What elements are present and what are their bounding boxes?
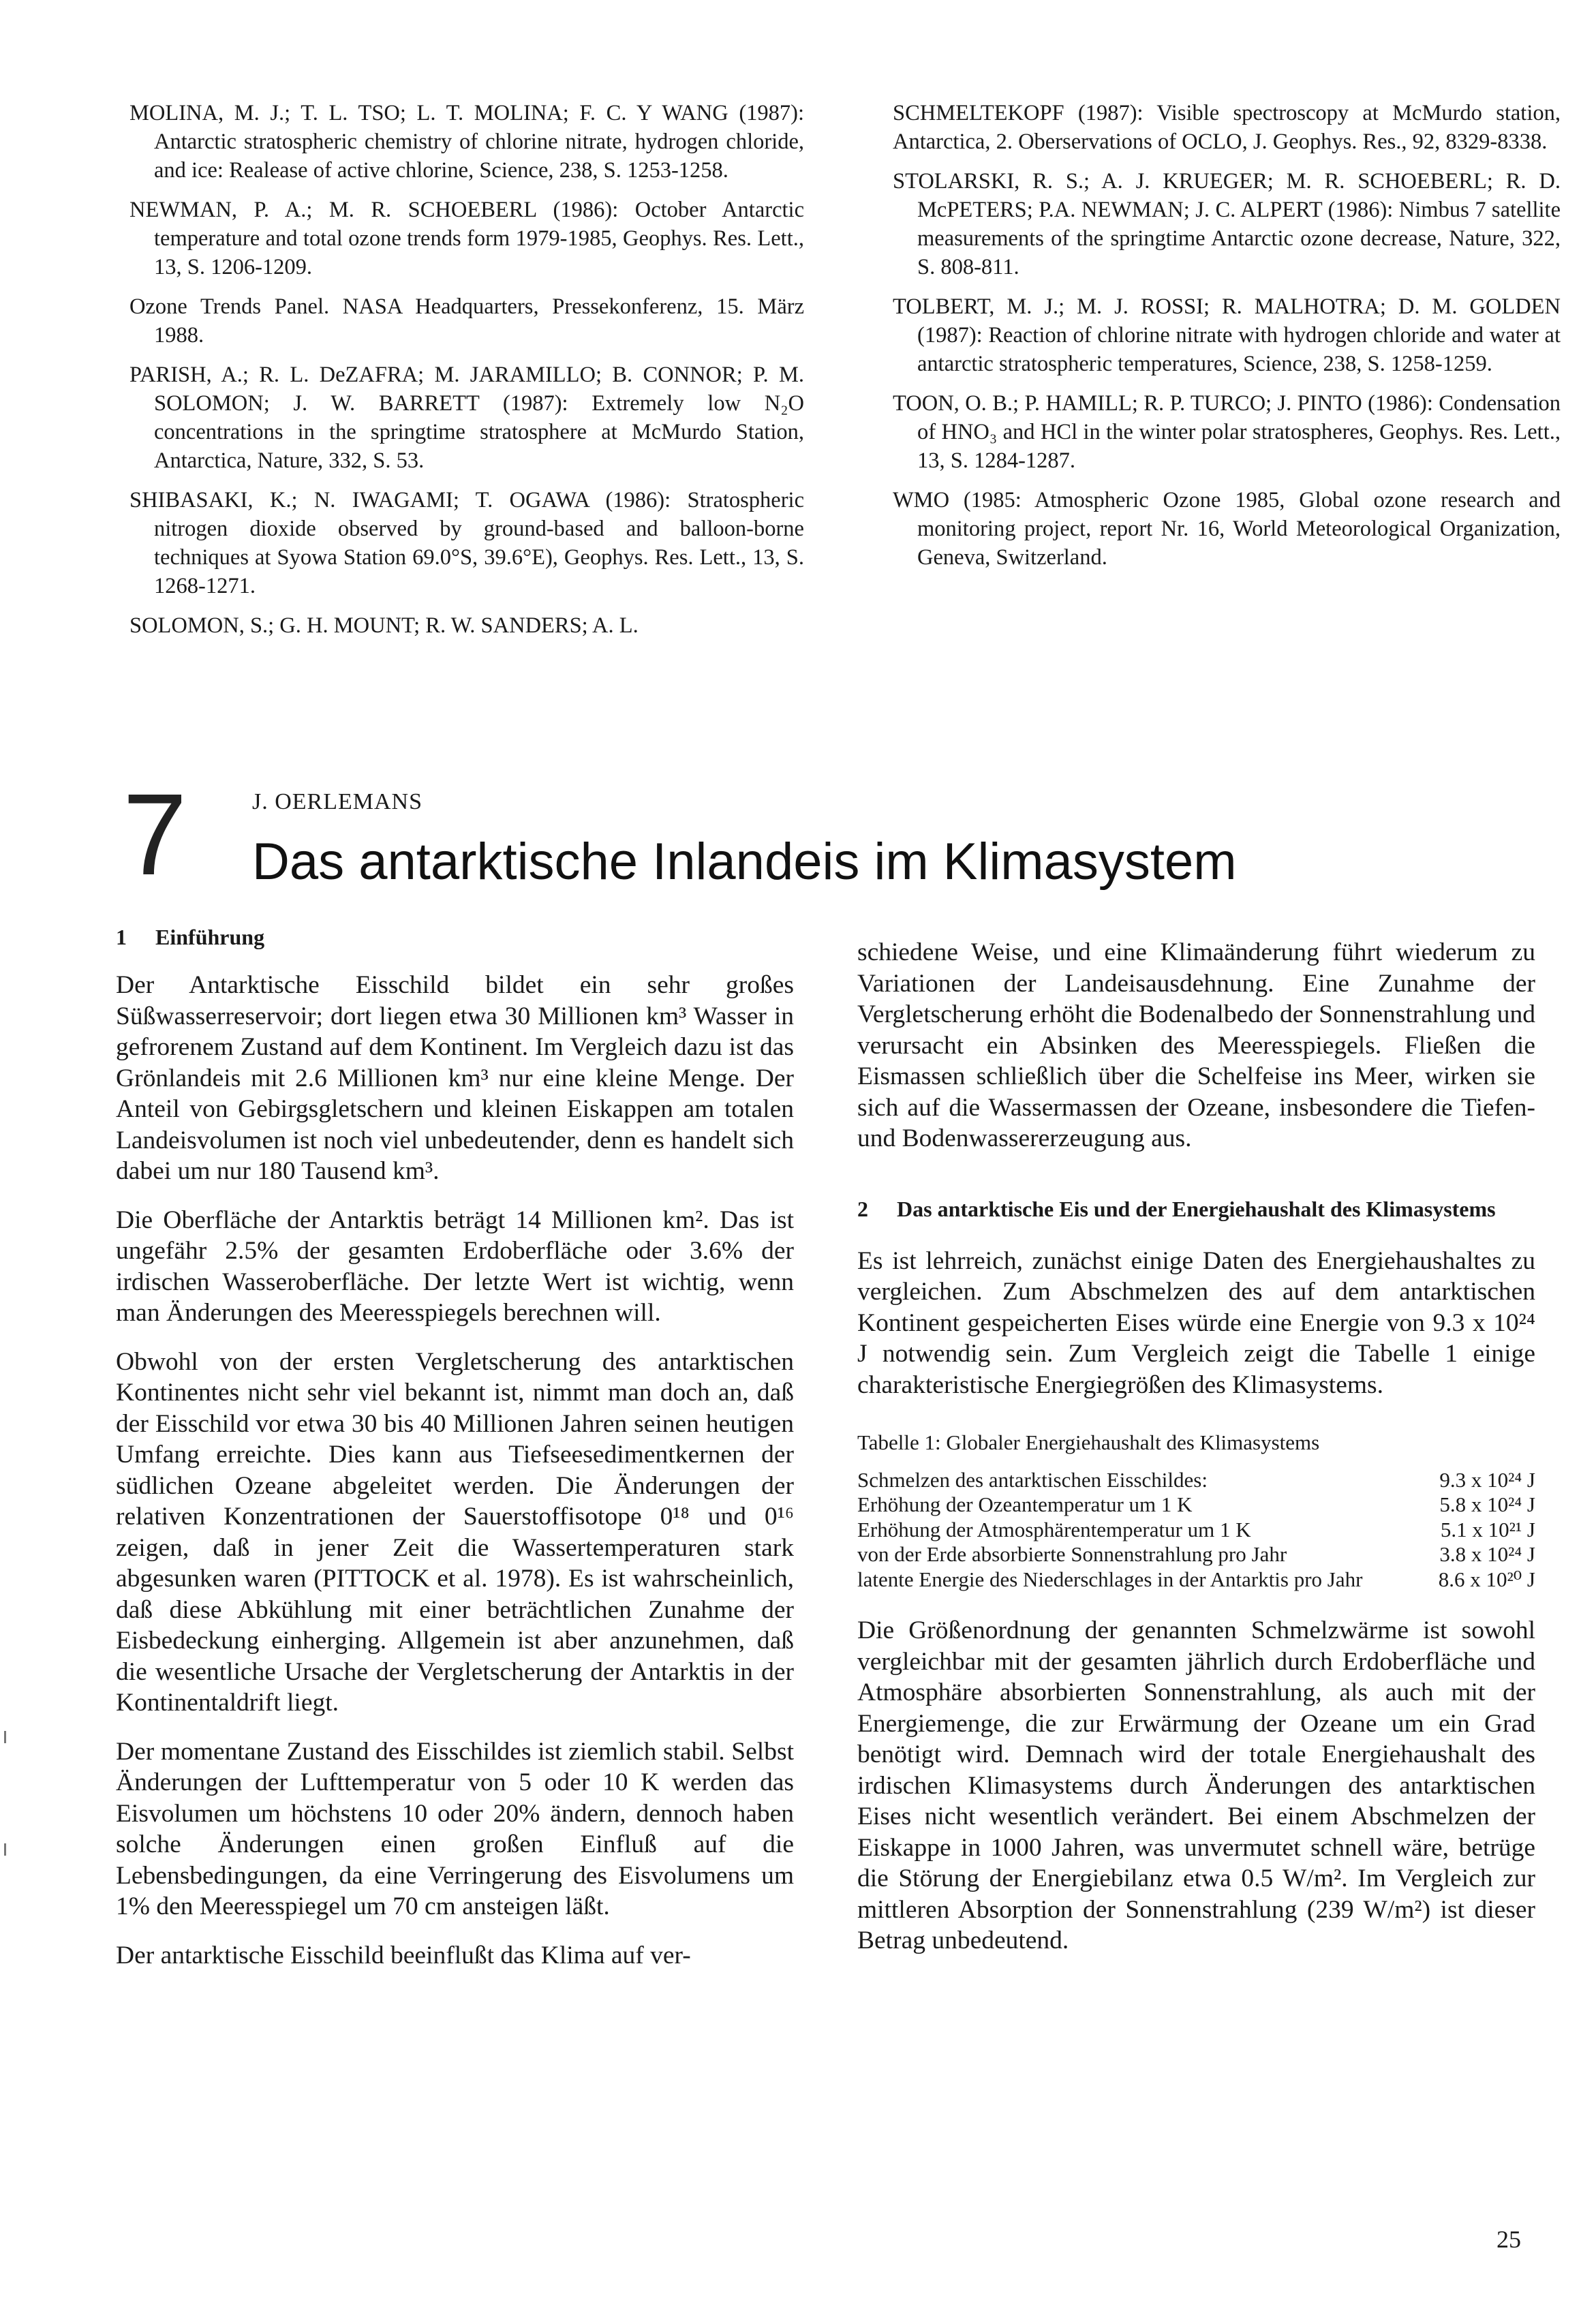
reference-entry: STOLARSKI, R. S.; A. J. KRUEGER; M. R. SCHOEBERL; R. D. McPETERS; P.A. NEWMAN; J. C. ALPERT (1986): Nimbus 7 satellite measurements of the springtime Antarctic ozone decrease, Nature, 322, S. 808-811.: [893, 169, 1561, 279]
scan-margin-mark: [4, 1731, 6, 1743]
table-caption: Tabelle 1: Globaler Energiehaushalt des Klimasystems: [857, 1430, 1320, 1454]
paragraph-text: schiedene Weise, und eine Klimaänderung führt wiederum zu Variationen der Landeisausdehnung. Eine Zunahme der Vergletscherung erhöht die Bodenalbedo der Sonnenstrahlung und verursacht ein Absinken des Meeresspiegels. Fließen die Eismassen schließlich über die Schelfeise ins Meer, wirken sie sich auf die Wassermassen der Ozeane, insbesondere die Tiefen- und Bodenwassererzeugung aus.: [857, 938, 1535, 1152]
section-number: 1: [116, 925, 127, 949]
paragraph: [857, 937, 1535, 1154]
table-row: [857, 1542, 1535, 1567]
paragraph: Der momentane Zustand des Eisschildes ist ziemlich stabil. Selbst Änderungen der Lufttemperatur von 5 oder 10 K werden das Eisvolumen um höchstens 10 oder 20% ändern, dennoch haben solche Änderungen einen großen Einfluß auf die Lebensbedingungen, da eine Verringerung des Eisvolumens um 1% den Meeresspiegel um 70 cm ansteigen läßt.: [116, 1737, 794, 1920]
table-row: [857, 1567, 1535, 1593]
scan-margin-mark: [4, 1843, 6, 1856]
paragraph: [116, 1940, 794, 1971]
section-title: Das antarktische Eis und der Energiehaushalt des Klimasystems: [897, 1196, 1496, 1221]
table-cell-label: Erhöhung der Atmosphärentemperatur um 1 K: [857, 1517, 1251, 1541]
table-row: [857, 1468, 1535, 1493]
table-row: [857, 1518, 1535, 1543]
page-number: 25: [1497, 2226, 1521, 2253]
paragraph: Die Oberfläche der Antarktis beträgt 14 Millionen km². Das ist ungefähr 2.5% der gesamten Erdoberfläche oder 3.6% der irdischen Wasseroberfläche. Der letzte Wert ist wichtig, wenn man Änderungen des Meeresspiegels berechnen will.: [116, 1206, 794, 1327]
section-heading: [857, 1195, 1535, 1223]
table-cell-value: 8.6 x 10²⁰ J: [1438, 1567, 1535, 1591]
section-title: Einführung: [155, 925, 265, 949]
table-cell-value: 9.3 x 10²⁴ J: [1439, 1467, 1535, 1492]
chapter-author: J. OERLEMANS: [252, 789, 423, 814]
table-cell-value: 5.8 x 10²⁴ J: [1439, 1492, 1535, 1516]
chapter-number: 7: [123, 770, 187, 900]
references-left-column: [129, 99, 804, 651]
body-left-column: [116, 923, 794, 1971]
energy-table: [857, 1430, 1535, 1592]
table-row: [857, 1492, 1535, 1518]
reference-entry: SOLOMON, S.; G. H. MOUNT; R. W. SANDERS; A. L.: [129, 613, 639, 638]
body-right-column: [857, 937, 1535, 1974]
reference-entry: TOON, O. B.; P. HAMILL; R. P. TURCO; J. PINTO (1986): Condensation of HNO₃ and HCl in the winter polar stratospheres, Geophys. Res. Lett., 13, S. 1284-1287.: [893, 391, 1561, 473]
reference-entry: TOLBERT, M. J.; M. J. ROSSI; R. MALHOTRA; D. M. GOLDEN (1987): Reaction of chlorine nitrate with hydrogen chloride and water at antarctic stratospheric temperatures, Science, 238, S. 1258-1259.: [893, 294, 1561, 376]
section-number: 2: [857, 1196, 868, 1221]
reference-entry: WMO (1985: Atmospheric Ozone 1985, Global ozone research and monitoring project, report Nr. 16, World Meteorological Organization, Geneva, Switzerland.: [893, 488, 1561, 570]
table-cell-value: 5.1 x 10²¹ J: [1440, 1517, 1535, 1541]
table-cell-label: Schmelzen des antarktischen Eisschildes:: [857, 1467, 1208, 1492]
references-right-column: [893, 99, 1561, 583]
paragraph: Der Antarktische Eisschild bildet ein sehr großes Süßwasserreservoir; dort liegen etwa 30 Millionen km³ Wasser in gefrorenem Zustand auf dem Kontinent. Im Vergleich dazu ist das Grönlandeis mit 2.6 Millionen km³ nur eine kleine Menge. Der Anteil von Gebirgsgletschern und kleinen Eiskappen am totalen Landeisvolumen ist noch viel unbedeutender, denn es handelt sich dabei um nur 180 Tausend km³.: [116, 971, 794, 1185]
reference-entry: Ozone Trends Panel. NASA Headquarters, Pressekonferenz, 15. März 1988.: [129, 294, 804, 348]
paragraph: Obwohl von der ersten Vergletscherung des antarktischen Kontinentes nicht sehr viel bekannt ist, nimmt man doch an, daß der Eisschild vor etwa 30 bis 40 Millionen Jahren seinen heutigen Umfang erreichte. Dies kann aus Tiefseesedimentkernen der südlichen Ozeane abgeleitet werden. Die Änderungen der relativen Konzentrationen der Sauerstoffisotope 0¹⁸ und 0¹⁶ zeigen, daß in jener Zeit die Wassertemperaturen stark abgesunken waren (PITTOCK et al. 1978). Es ist wahrscheinlich, daß diese Abkühlung mit einer beträchtlichen Zunahme der Eisbedeckung einherging. Allgemein ist aber anzunehmen, daß die wesentliche Ursache der Vergletscherung der Antarktis in der Kontinentaldrift liegt.: [116, 1347, 794, 1717]
table-cell-label: Erhöhung der Ozeantemperatur um 1 K: [857, 1492, 1193, 1516]
table-cell-value: 3.8 x 10²⁴ J: [1439, 1542, 1535, 1566]
paragraph: Es ist lehrreich, zunächst einige Daten des Energiehaushaltes zu vergleichen. Zum Abschmelzen des auf dem antarktischen Kontinent gespeicherten Eises würde eine Energie von 9.3 x 10²⁴ J notwendig sein. Zum Vergleich zeigt die Tabelle 1 einige charakteristische Energiegrößen des Klimasystems.: [857, 1246, 1535, 1399]
paragraph: Die Größenordnung der genannten Schmelzwärme ist sowohl vergleichbar mit der gesamten jährlich durch Erdoberfläche und Atmosphäre absorbierten Sonnenstrahlung, als auch mit der Energiemenge, die zur Erwärmung der Ozeane um ein Grad benötigt wird. Demnach wird der totale Energiehaushalt des irdischen Klimasystems durch Änderungen des antarktischen Eises nicht wesentlich verändert. Bei einem Abschmelzen der Eiskappe in 1000 Jahren, was unvermutet schnell wäre, betrüge die Störung der Energiebilanz etwa 0.5 W/m². Im Vergleich zur mittleren Absorption der Sonnenstrahlung (239 W/m²) ist dieser Betrag unbedeutend.: [857, 1616, 1535, 1954]
section-heading: [116, 923, 794, 951]
reference-entry: PARISH, A.; R. L. DeZAFRA; M. JARAMILLO; B. CONNOR; P. M. SOLOMON; J. W. BARRETT (1987): Extremely low N₂O concentrations in the springtime stratosphere at McMurdo Station, Antarctica, Nature, 332, S. 53.: [129, 363, 804, 473]
chapter-title: Das antarktische Inlandeis im Klimasystem: [252, 833, 1237, 891]
paragraph-text: Der antarktische Eisschild beeinflußt das Klima auf ver-: [116, 1941, 691, 1969]
reference-entry: SCHMELTEKOPF (1987): Visible spectroscopy at McMurdo station, Antarctica, 2. Oberservations of OCLO, J. Geophys. Res., 92, 8329-8338.: [893, 101, 1561, 154]
table-cell-label: latente Energie des Niederschlages in der Antarktis pro Jahr: [857, 1567, 1363, 1591]
reference-entry: NEWMAN, P. A.; M. R. SCHOEBERL (1986): October Antarctic temperature and total ozone trends form 1979-1985, Geophys. Res. Lett., 13, S. 1206-1209.: [129, 198, 804, 279]
reference-entry: MOLINA, M. J.; T. L. TSO; L. T. MOLINA; F. C. Y WANG (1987): Antarctic stratospheric chemistry of chlorine nitrate, hydrogen chloride, and ice: Realease of active chlorine, Science, 238, S. 1253-1258.: [129, 101, 804, 183]
reference-entry: SHIBASAKI, K.; N. IWAGAMI; T. OGAWA (1986): Stratospheric nitrogen dioxide observed by ground-based and balloon-borne techniques at Syowa Station 69.0°S, 39.6°E), Geophys. Res. Lett., 13, S. 1268-1271.: [129, 488, 804, 598]
table-cell-label: von der Erde absorbierte Sonnenstrahlung pro Jahr: [857, 1542, 1287, 1566]
